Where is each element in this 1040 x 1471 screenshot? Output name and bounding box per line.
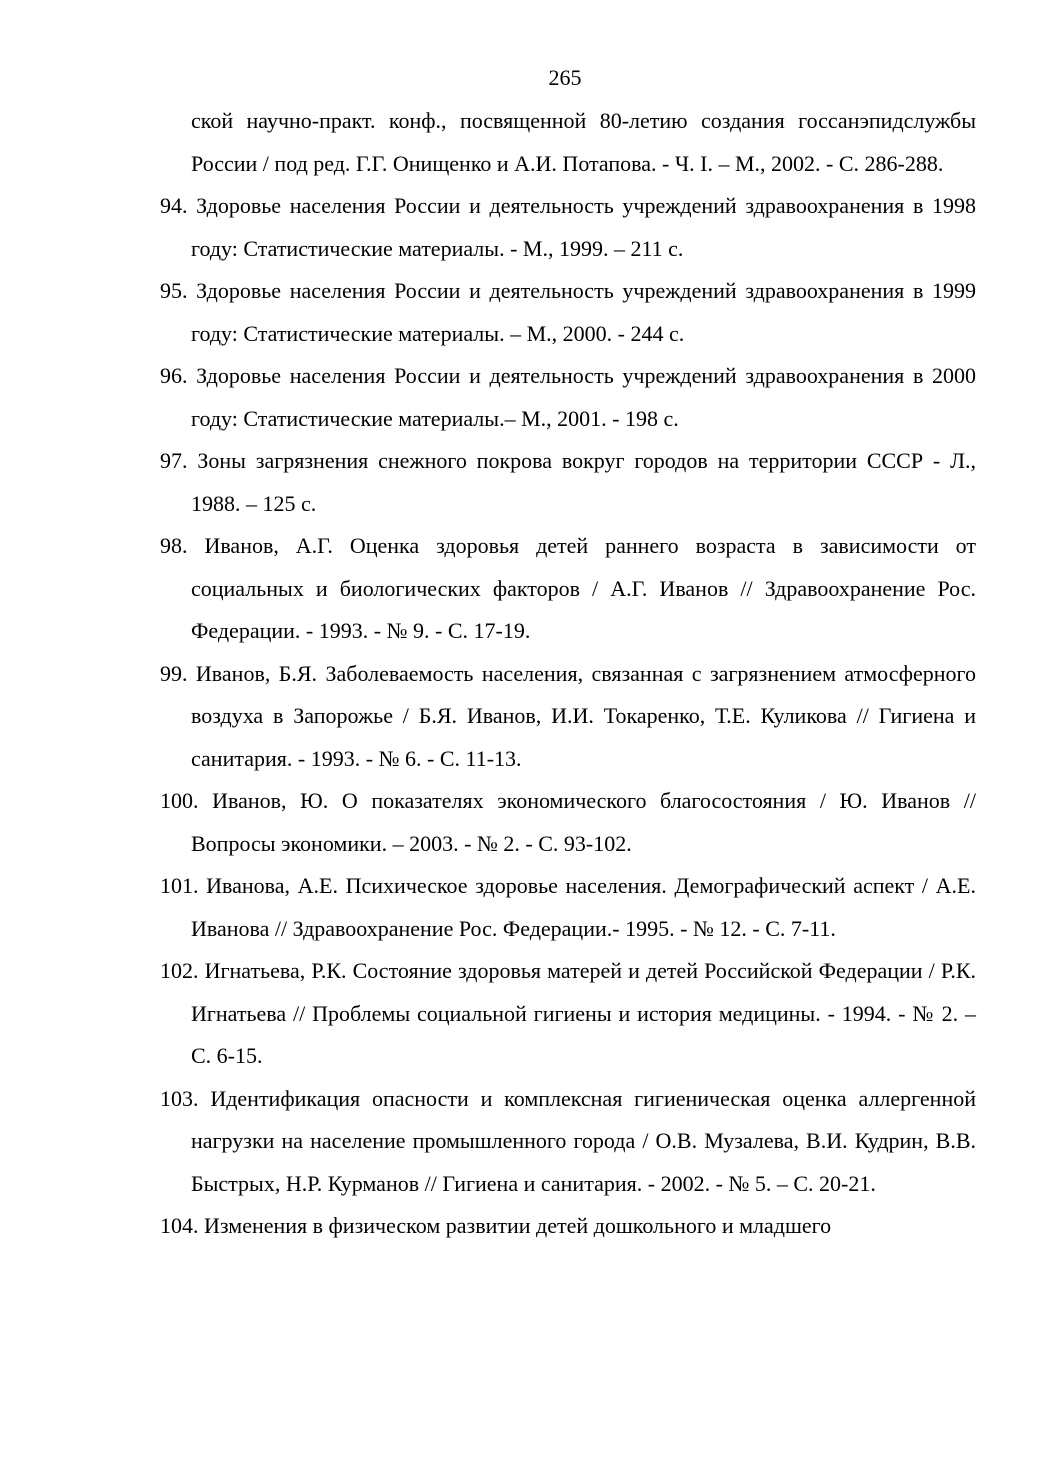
page-number: 265 <box>548 65 582 90</box>
reference-text: Иванов, Ю. О показателях экономического благосостояния / Ю. Иванов // Вопросы экономики. – 2003. - № 2. - С. 93-102. <box>191 788 976 856</box>
reference-text: Изменения в физическом развитии детей дошкольного и младшего <box>204 1213 832 1238</box>
reference-number: 101. <box>160 873 199 898</box>
reference-entry <box>160 653 976 781</box>
reference-number: 104. <box>160 1213 199 1238</box>
reference-entry <box>160 440 976 525</box>
reference-text: Иванова, А.Е. Психическое здоровье населения. Демографический аспект / А.Е. Иванова // Здравоохранение Рос. Федерации.- 1995. - № 12. - С. 7-11. <box>191 873 976 941</box>
reference-list <box>160 185 976 1248</box>
reference-entry <box>160 185 976 270</box>
reference-number: 98. <box>160 533 188 558</box>
reference-text: Здоровье населения России и деятельность учреждений здравоохранения в 2000 году: Статистические материалы.– М., 2001. - 198 с. <box>191 363 976 431</box>
reference-number: 96. <box>160 363 188 388</box>
reference-entry <box>160 355 976 440</box>
reference-number: 100. <box>160 788 199 813</box>
reference-entry <box>160 865 976 950</box>
reference-text: Здоровье населения России и деятельность учреждений здравоохранения в 1999 году: Статистические материалы. – М., 2000. - 244 с. <box>191 278 976 346</box>
reference-text: Здоровье населения России и деятельность учреждений здравоохранения в 1998 году: Статистические материалы. - М., 1999. – 211 с. <box>191 193 976 261</box>
reference-entry <box>160 950 976 1078</box>
reference-number: 103. <box>160 1085 199 1111</box>
reference-number: 97. <box>160 448 188 473</box>
reference-entry <box>160 525 976 653</box>
reference-entry <box>160 1078 976 1206</box>
reference-entry <box>160 1205 976 1248</box>
bibliography <box>160 100 976 1248</box>
reference-text: Иванов, Б.Я. Заболеваемость населения, связанная с загрязнением атмосферного воздуха в Запорожье / Б.Я. Иванов, И.И. Токаренко, Т.Е. Куликова // Гигиена и санитария. - 1993. - № 6. - С. 11-13. <box>191 660 976 771</box>
reference-number: 95. <box>160 278 188 303</box>
reference-continuation: ской научно-практ. конф., посвященной 80-летию создания госсанэпидслужбы России / под ред. Г.Г. Онищенко и А.И. Потапова. - Ч. I. – М., 2002. - С. 286-288. <box>191 108 976 176</box>
reference-text: Игнатьева, Р.К. Состояние здоровья матерей и детей Российской Федерации / Р.К. Игнатьева // Проблемы социальной гигиены и история медицины. - 1994. - № 2. – С. 6-15. <box>191 958 976 1068</box>
reference-number: 99. <box>160 660 188 686</box>
reference-entry <box>160 780 976 865</box>
reference-number: 94. <box>160 193 188 218</box>
reference-number: 102. <box>160 958 199 983</box>
reference-text: Зоны загрязнения снежного покрова вокруг городов на территории СССР - Л., 1988. – 125 с. <box>191 448 977 516</box>
reference-text: Иванов, А.Г. Оценка здоровья детей раннего возраста в зависимости от социальных и биологических факторов / А.Г. Иванов // Здравоохранение Рос. Федерации. - 1993. - № 9. - С. 17-19. <box>191 533 976 643</box>
reference-entry <box>160 270 976 355</box>
reference-text: Идентификация опасности и комплексная гигиеническая оценка аллергенной нагрузки на население промышленного города / О.В. Музалева, В.И. Кудрин, В.В. Быстрых, Н.Р. Курманов // Гигиена и санитария. - 2002. - № 5. – С. 20-21. <box>191 1085 976 1196</box>
